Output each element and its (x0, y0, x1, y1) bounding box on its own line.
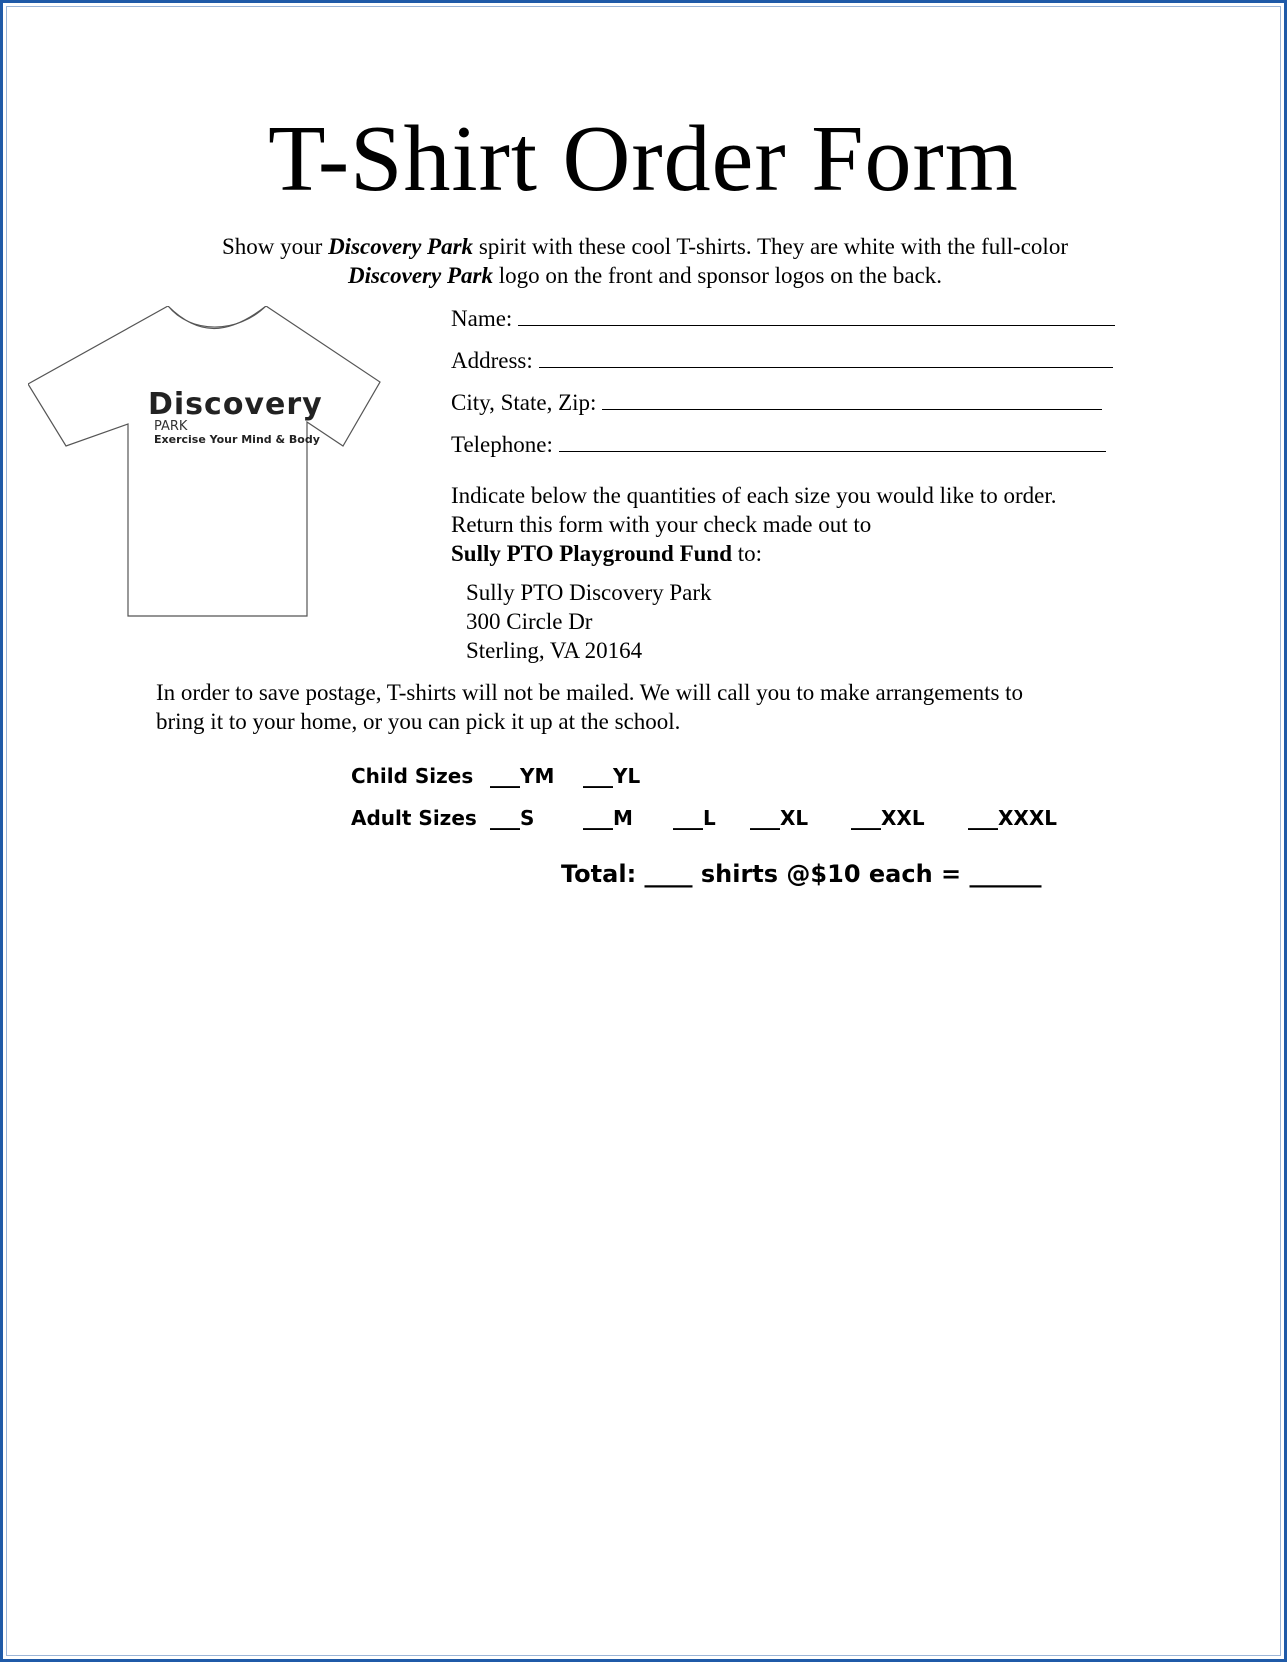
postage-line-2: bring it to your home, or you can pick it up at the school. (156, 709, 681, 734)
intro-text-2: spirit with these cool T-shirts. They are white with the full-color (473, 234, 1068, 259)
postage-line-1: In order to save postage, T-shirts will not be mailed. We will call you to make arrangements to (156, 680, 1024, 705)
shirt-logo-park: PARK (154, 419, 188, 434)
payee-name: Sully PTO Playground Fund (451, 541, 733, 566)
telephone-blank[interactable] (559, 429, 1106, 452)
name-blank[interactable] (518, 303, 1115, 326)
address-field[interactable] (451, 345, 1113, 375)
size-m[interactable]: ___M (583, 806, 633, 830)
name-field[interactable] (451, 303, 1115, 333)
payee-suffix: to: (732, 541, 763, 566)
postage-note (156, 678, 1156, 736)
intro-brand-2: Discovery Park (347, 263, 493, 288)
adult-sizes-label: Adult Sizes (351, 806, 477, 830)
size-xl[interactable]: ___XL (750, 806, 809, 830)
intro-paragraph (140, 232, 1150, 290)
intro-text-1: Show your (222, 234, 329, 259)
page-title: T-Shirt Order Form (268, 107, 1019, 211)
size-l[interactable]: ___L (673, 806, 716, 830)
address-label: Address: (451, 348, 533, 373)
size-xxl[interactable]: ___XXL (851, 806, 925, 830)
order-total[interactable]: Total: ____ shirts @$10 each = ______ (561, 860, 1042, 888)
size-yl[interactable]: ___YL (583, 764, 641, 788)
shirt-logo-main: Discovery (148, 387, 323, 422)
instructions-line-2: Return this form with your check made out to (451, 512, 872, 537)
name-label: Name: (451, 306, 513, 331)
intro-text-3: logo on the front and sponsor logos on the back. (492, 263, 943, 288)
city-state-zip-field[interactable] (451, 387, 1102, 417)
city-state-zip-label: City, State, Zip: (451, 390, 597, 415)
instructions-line-1: Indicate below the quantities of each size you would like to order. (451, 483, 1057, 508)
shirt-logo-tagline: Exercise Your Mind & Body (154, 433, 320, 446)
address-line-3: Sterling, VA 20164 (466, 638, 643, 663)
intro-brand-1: Discovery Park (328, 234, 474, 259)
size-xxxl[interactable]: ___XXXL (968, 806, 1058, 830)
order-instructions (451, 481, 1171, 568)
shirt-logo (148, 387, 323, 446)
telephone-field[interactable] (451, 429, 1106, 459)
instructions-payee-line (451, 539, 1171, 568)
mailing-address (466, 578, 712, 665)
address-line-1: Sully PTO Discovery Park (466, 580, 712, 605)
size-ym[interactable]: ___YM (490, 764, 555, 788)
telephone-label: Telephone: (451, 432, 553, 457)
city-state-zip-blank[interactable] (602, 387, 1102, 410)
address-blank[interactable] (539, 345, 1113, 368)
address-line-2: 300 Circle Dr (466, 609, 593, 634)
child-sizes-label: Child Sizes (351, 764, 474, 788)
size-s[interactable]: ___S (490, 806, 535, 830)
tshirt-illustration (28, 306, 404, 656)
